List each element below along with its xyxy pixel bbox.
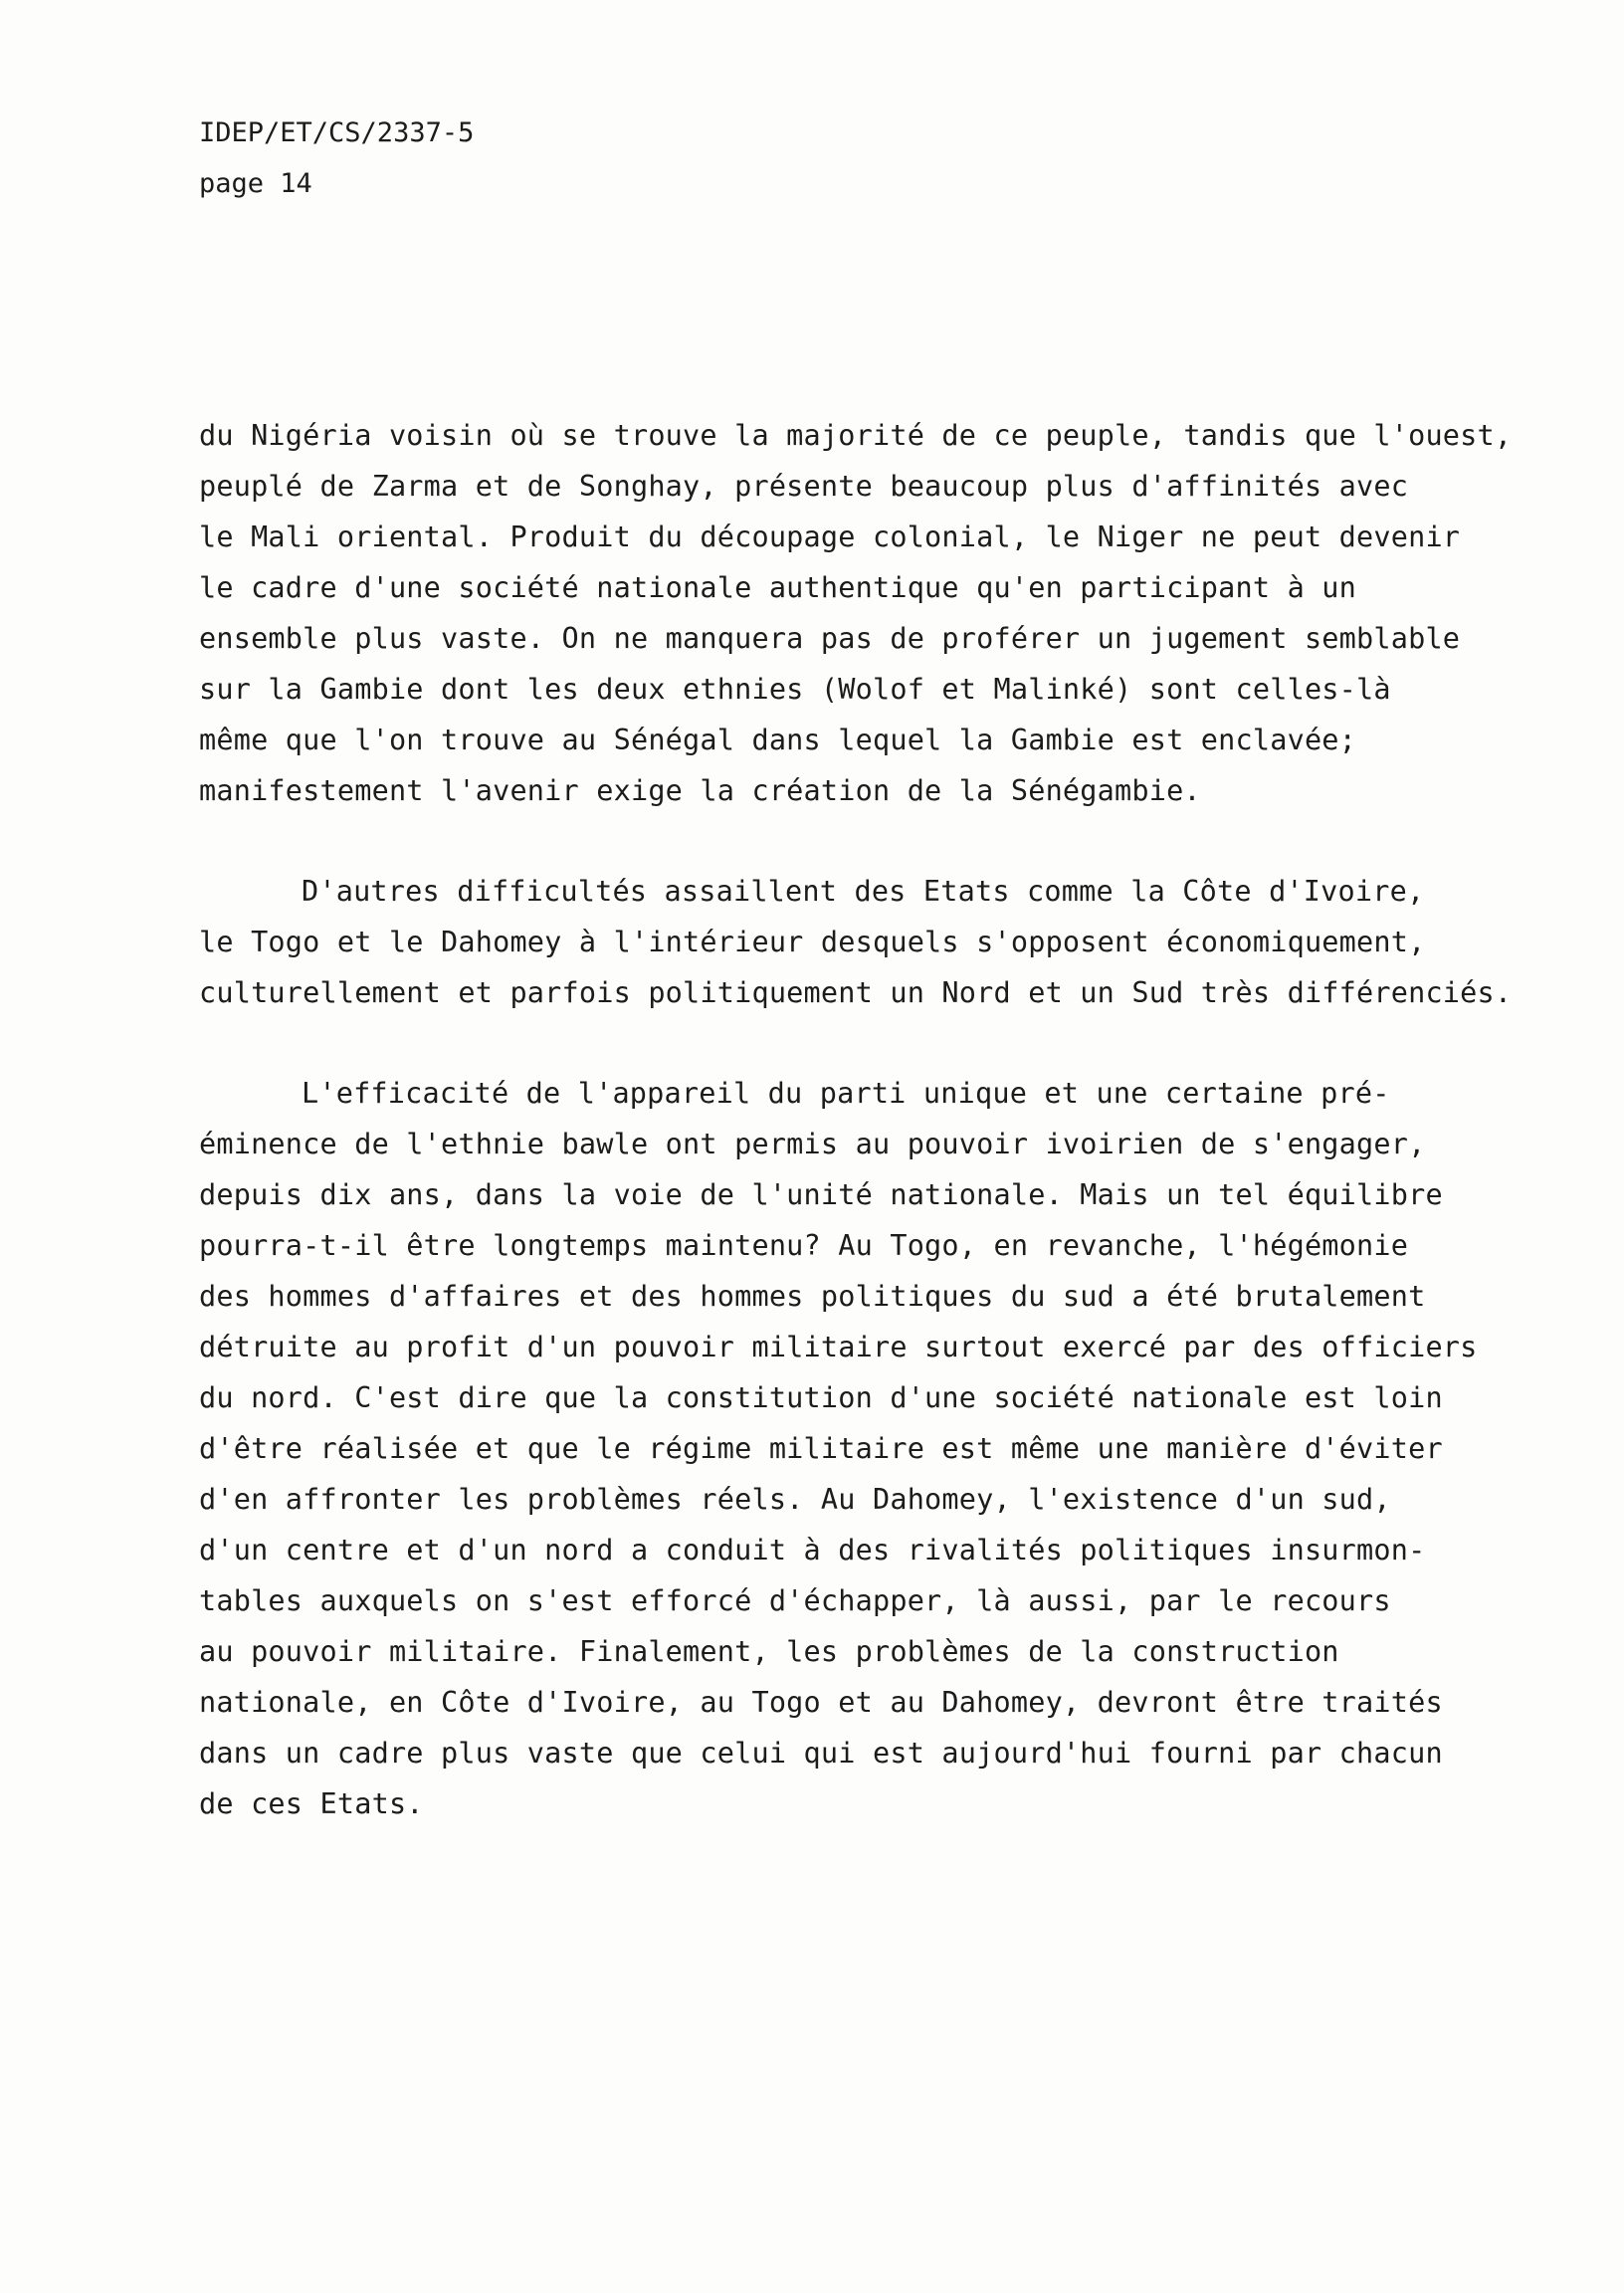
text-line: ensemble plus vaste. On ne manquera pas de proférer un jugement semblable: [199, 622, 1461, 655]
text-line: même que l'on trouve au Sénégal dans lequel la Gambie est enclavée;: [199, 724, 1357, 756]
paragraph-2: [199, 866, 1532, 1018]
text-line: D'autres difficultés assaillent des Etats comme la Côte d'Ivoire,: [302, 875, 1425, 908]
paragraph-3: [199, 1068, 1532, 1829]
text-line: peuplé de Zarma et de Songhay, présente beaucoup plus d'affinités avec: [199, 470, 1409, 503]
text-line: manifestement l'avenir exige la création de la Sénégambie.: [199, 774, 1201, 807]
document-reference: IDEP/ET/CS/2337-5: [199, 117, 475, 148]
text-line: d'un centre et d'un nord a conduit à des rivalités politiques insurmon-: [199, 1534, 1426, 1566]
text-line: sur la Gambie dont les deux ethnies (Wolof et Malinké) sont celles-là: [199, 673, 1391, 706]
text-line: le Mali oriental. Produit du découpage colonial, le Niger ne peut devenir: [199, 521, 1461, 553]
text-line: éminence de l'ethnie bawle ont permis au pouvoir ivoirien de s'engager,: [199, 1128, 1426, 1160]
body-text: [199, 410, 1532, 1879]
text-line: détruite au profit d'un pouvoir militaire surtout exercé par des officiers: [199, 1331, 1478, 1363]
text-line: depuis dix ans, dans la voie de l'unité nationale. Mais un tel équilibre: [199, 1178, 1443, 1211]
page-number: page 14: [199, 168, 312, 199]
text-line: du nord. C'est dire que la constitution d'une société nationale est loin: [199, 1381, 1443, 1414]
text-line: des hommes d'affaires et des hommes politiques du sud a été brutalement: [199, 1280, 1426, 1313]
text-line: de ces Etats.: [199, 1787, 424, 1820]
text-line: tables auxquels on s'est efforcé d'échapper, là aussi, par le recours: [199, 1584, 1391, 1617]
page-header: [199, 107, 474, 209]
paragraph-1: [199, 410, 1532, 816]
text-line: du Nigéria voisin où se trouve la majorité de ce peuple, tandis que l'ouest,: [199, 419, 1513, 452]
text-line: au pouvoir militaire. Finalement, les problèmes de la construction: [199, 1635, 1339, 1668]
text-line: pourra-t-il être longtemps maintenu? Au Togo, en revanche, l'hégémonie: [199, 1229, 1409, 1262]
text-line: dans un cadre plus vaste que celui qui est aujourd'hui fourni par chacun: [199, 1737, 1443, 1770]
text-line: nationale, en Côte d'Ivoire, au Togo et au Dahomey, devront être traités: [199, 1686, 1443, 1719]
text-line: le Togo et le Dahomey à l'intérieur desquels s'opposent économiquement,: [199, 926, 1426, 958]
text-line: le cadre d'une société nationale authentique qu'en participant à un: [199, 571, 1357, 604]
text-line: d'être réalisée et que le régime militaire est même une manière d'éviter: [199, 1432, 1443, 1465]
text-line: L'efficacité de l'appareil du parti unique et une certaine pré-: [302, 1077, 1390, 1110]
text-line: culturellement et parfois politiquement un Nord et un Sud très différenciés.: [199, 976, 1513, 1009]
text-line: d'en affronter les problèmes réels. Au Dahomey, l'existence d'un sud,: [199, 1483, 1391, 1516]
